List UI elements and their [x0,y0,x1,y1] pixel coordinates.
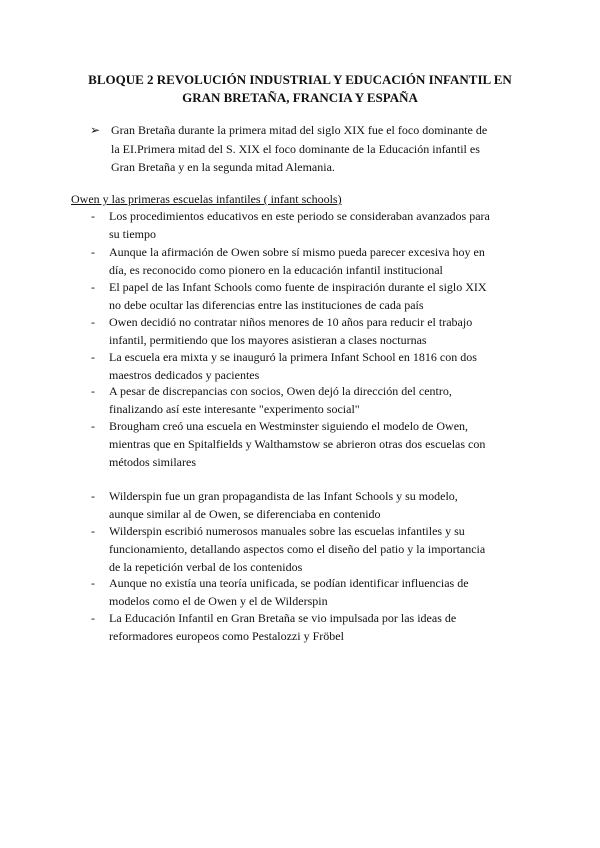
dash-bullet-icon: - [91,209,95,223]
list-item-line: Wilderspin fue un gran propagandista de las Infant Schools y su modelo, [109,489,458,503]
dash-bullet-icon: - [91,350,95,364]
dash-bullet-icon: - [91,611,95,625]
list-item-line: infantil, permitiendo que los mayores asistieran a clases nocturnas [109,333,427,347]
dash-bullet-icon: - [91,524,95,538]
list-item-line: Aunque la afirmación de Owen sobre sí mismo pueda parecer excesiva hoy en [109,245,485,259]
list-item-line: modelos como el de Owen y el de Wilderspin [109,594,328,608]
list-item-line: Los procedimientos educativos en este periodo se consideraban avanzados para [109,209,490,223]
list-item-line: métodos similares [109,455,196,469]
page-title [60,71,540,107]
intro-line: la EI.Primera mitad del S. XIX el foco dominante de la Educación infantil es [111,142,480,156]
list-item-line: El papel de las Infant Schools como fuente de inspiración durante el siglo XIX [109,280,487,294]
list-item-line: A pesar de discrepancias con socios, Owen dejó la dirección del centro, [109,384,452,398]
list-item-line: finalizando así este interesante "experimento social" [109,402,360,416]
dash-bullet-icon: - [91,315,95,329]
list-item-line: Brougham creó una escuela en Westminster siguiendo el modelo de Owen, [109,419,469,433]
dash-bullet-icon: - [91,419,95,433]
list-item-line: La Educación Infantil en Gran Bretaña se vio impulsada por las ideas de [109,611,457,625]
dash-bullet-icon: - [91,280,95,294]
list-item-line: La escuela era mixta y se inauguró la primera Infant School en 1816 con dos [109,350,477,364]
title-line: BLOQUE 2 REVOLUCIÓN INDUSTRIAL Y EDUCACIÓN INFANTIL EN [88,72,512,87]
list-item-line: su tiempo [109,227,156,241]
intro-line: Gran Bretaña durante la primera mitad del siglo XIX fue el foco dominante de [111,123,488,137]
list-item-line: Aunque no existía una teoría unificada, se podían identificar influencias de [109,576,469,590]
dash-bullet-icon: - [91,245,95,259]
list-item-line: día, es reconocido como pionero en la educación infantil institucional [109,263,443,277]
section-heading: Owen y las primeras escuelas infantiles ( infant schools) [71,192,342,206]
dash-bullet-icon: - [91,489,95,503]
arrow-bullet-icon: ➢ [90,123,101,137]
list-item-line: funcionamiento, detallando aspectos como el diseño del patio y la importancia [109,542,486,556]
list-item-line: mientras que en Spitalfields y Walthamstow se abrieron otras dos escuelas con [109,437,486,451]
list-item-line: de la repetición verbal de los contenidos [109,560,303,574]
list-item-line: maestros dedicados y pacientes [109,368,260,382]
list-item-line: Wilderspin escribió numerosos manuales sobre las escuelas infantiles y su [109,524,465,538]
title-line: GRAN BRETAÑA, FRANCIA Y ESPAÑA [182,90,418,105]
list-item-line: no debe ocultar las diferencias entre las instituciones de cada país [109,298,424,312]
intro-line: Gran Bretaña y en la segunda mitad Alemania. [111,160,335,174]
list-item-line: aunque similar al de Owen, se diferenciaba en contenido [109,507,381,521]
list-item-line: Owen decidió no contratar niños menores de 10 años para reducir el trabajo [109,315,473,329]
list-item-line: reformadores europeos como Pestalozzi y Fröbel [109,629,344,643]
dash-bullet-icon: - [91,576,95,590]
dash-bullet-icon: - [91,384,95,398]
